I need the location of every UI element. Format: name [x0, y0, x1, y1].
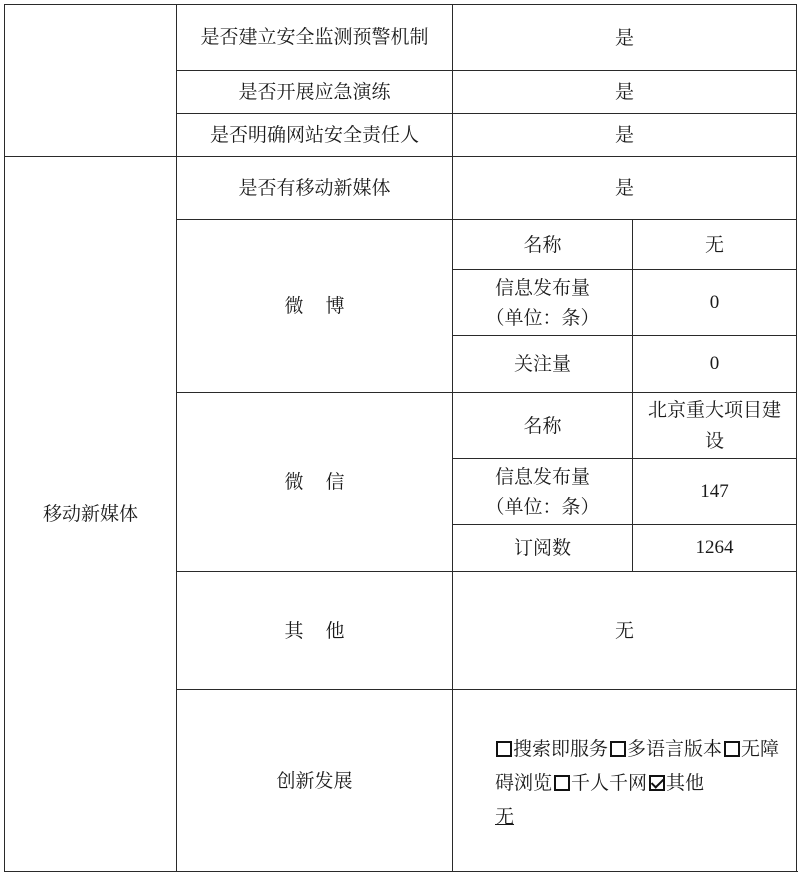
wechat-name-value: 北京重大项目建设 — [633, 393, 797, 459]
option-label: 其他 — [666, 771, 705, 794]
blank-section-cell — [5, 5, 177, 157]
weibo-label: 微 博 — [177, 220, 453, 393]
innovation-label: 创新发展 — [177, 690, 453, 872]
checkbox-multilanguage[interactable] — [610, 741, 626, 757]
other-text-line — [495, 800, 790, 834]
innovation-options — [453, 690, 797, 872]
report-table — [4, 4, 797, 872]
warning-label: 是否建立安全监测预警机制 — [177, 5, 453, 71]
weibo-posts-label: 信息发布量 （单位：条） — [453, 270, 633, 336]
wechat-posts-label: 信息发布量 （单位：条） — [453, 459, 633, 525]
responsible-value: 是 — [453, 114, 797, 157]
option-label: 搜索即服务 — [513, 737, 609, 760]
mobile-section-label: 移动新媒体 — [5, 157, 177, 872]
weibo-name-value: 无 — [633, 220, 797, 270]
row-warning — [5, 5, 797, 71]
checkbox-accessibility[interactable] — [724, 741, 740, 757]
drill-label: 是否开展应急演练 — [177, 71, 453, 114]
wechat-sub-value: 1264 — [633, 525, 797, 572]
weibo-posts-value: 0 — [633, 270, 797, 336]
wechat-name-label: 名称 — [453, 393, 633, 459]
weibo-name-label: 名称 — [453, 220, 633, 270]
checkbox-other-checked[interactable] — [649, 775, 665, 791]
wechat-posts-value: 147 — [633, 459, 797, 525]
option-label: 多语言版本 — [627, 737, 723, 760]
has-mobile-label: 是否有移动新媒体 — [177, 157, 453, 220]
other-label: 其 他 — [177, 572, 453, 690]
checkbox-search-service[interactable] — [496, 741, 512, 757]
row-has-mobile — [5, 157, 797, 220]
responsible-label: 是否明确网站安全责任人 — [177, 114, 453, 157]
option-label: 无障碍浏览 — [495, 737, 780, 794]
checkbox-personalized[interactable] — [554, 775, 570, 791]
has-mobile-value: 是 — [453, 157, 797, 220]
wechat-label: 微 信 — [177, 393, 453, 572]
other-value: 无 — [453, 572, 797, 690]
innovation-other-text: 无 — [495, 805, 515, 828]
weibo-follow-value: 0 — [633, 336, 797, 393]
drill-value: 是 — [453, 71, 797, 114]
wechat-sub-label: 订阅数 — [453, 525, 633, 572]
warning-value: 是 — [453, 5, 797, 71]
option-label: 千人千网 — [571, 771, 648, 794]
weibo-follow-label: 关注量 — [453, 336, 633, 393]
options-line — [495, 728, 790, 800]
